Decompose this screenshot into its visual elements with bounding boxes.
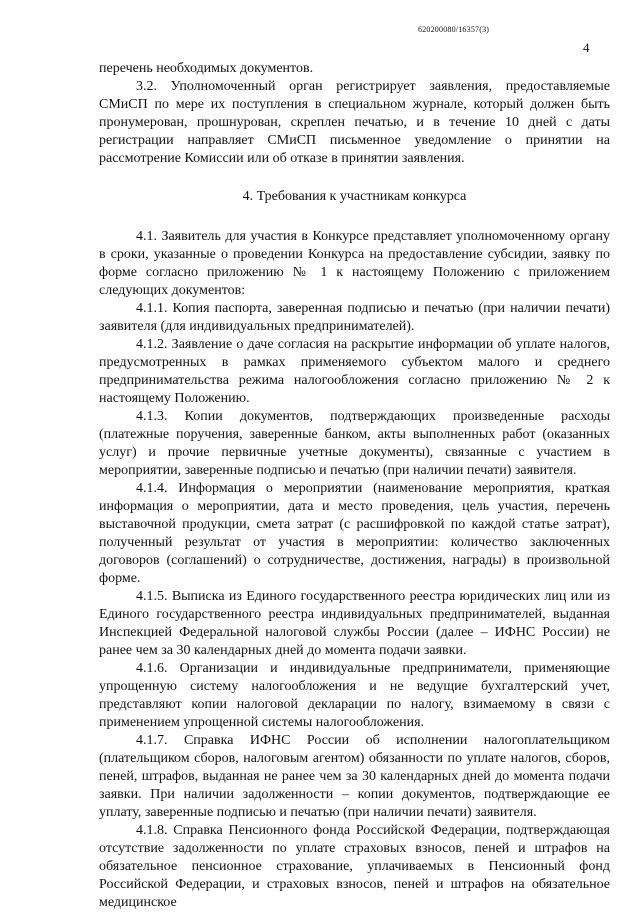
section-heading: 4. Требования к участникам конкурса xyxy=(242,189,467,204)
paragraph-4-1-3: 4.1.3. Копии документов, подтверждающих произведенные расходы (платежные поручения, заверенные банком, акты выполненных работ (оказанных услуг) и прочие первичные учетные документы), связанные с участием в мероприятии, заверенные подписью и печатью (при наличии печати) заявителя. xyxy=(99,409,610,478)
paragraph-4-1-5: 4.1.5. Выписка из Единого государственного реестра юридических лиц или из Единого государственного реестра индивидуальных предпринимателей, выданная Инспекцией Федеральной налоговой службы России (далее – ИФНС России) не ранее чем за 30 календарных дней до момента подачи заявки. xyxy=(99,589,610,658)
paragraph-4-1-8: 4.1.8. Справка Пенсионного фонда Российской Федерации, подтверждающая отсутствие задолженности по уплате страховых взносов, пеней и штрафов на обязательное пенсионное страхование, уплачиваемых в Пенсионный фонд Российской Федерации, и страховых взносов, пеней и штрафов на обязательное медицинское xyxy=(99,823,610,910)
page-number: 4 xyxy=(583,40,590,55)
paragraph-4-1-7: 4.1.7. Справка ИФНС России об исполнении налогоплательщиком (плательщиком сборов, налоговым агентом) обязанности по уплате налогов, сборов, пеней, штрафов, выданная не ранее чем за 30 календарных дней до момента подачи заявки. При наличии задолженности – копии документов, подтверждающие ее уплату, заверенные подписью и печатью (при наличии печати) заявителя. xyxy=(99,733,610,820)
paragraph-4-1-2: 4.1.2. Заявление о даче согласия на раскрытие информации об уплате налогов, предусмотренных в рамках применяемого субъектом малого и среднего предпринимательства режима налогообложения согласно приложению № 2 к настоящему Положению. xyxy=(99,337,610,406)
paragraph-4-1-6: 4.1.6. Организации и индивидуальные предприниматели, применяющие упрощенную систему налогообложения и не ведущие бухгалтерский учет, представляют копии налоговой декларации по налогу, взимаемому в связи с применением упрощенной системы налогообложения. xyxy=(99,661,610,730)
paragraph-4-1-4: 4.1.4. Информация о мероприятии (наименование мероприятия, краткая информация о мероприятии, дата и место проведения, цель участия, перечень выставочной продукции, смета затрат (с расшифровкой по каждой статье затрат), полученный результат от участия в мероприятии: количество заключенных договоров (соглашений) о сотрудничестве, достижения, награды) в произвольной форме. xyxy=(99,481,610,586)
paragraph-3-2: 3.2. Уполномоченный орган регистрирует заявления, предоставляемые СМиСП по мере их поступления в специальном журнале, который должен быть пронумерован, прошнурован, скреплен печатью, и в течение 10 дней с даты регистрации направляет СМиСП письменное уведомление о принятии на рассмотрение Комиссии или об отказе в принятии заявления. xyxy=(99,79,610,166)
document-body xyxy=(99,60,610,912)
paragraph-4-1-1: 4.1.1. Копия паспорта, заверенная подписью и печатью (при наличии печати) заявителя (для индивидуальных предпринимателей). xyxy=(99,301,610,334)
paragraph-continuation: перечень необходимых документов. xyxy=(99,61,314,76)
document-number: 620200080/16357(3) xyxy=(418,25,490,34)
paragraph-4-1: 4.1. Заявитель для участия в Конкурсе представляет уполномоченному органу в сроки, указанные о проведении Конкурса на предоставление субсидии, заявку по форме согласно приложению № 1 к настоящему Положению с приложением следующих документов: xyxy=(99,229,610,298)
